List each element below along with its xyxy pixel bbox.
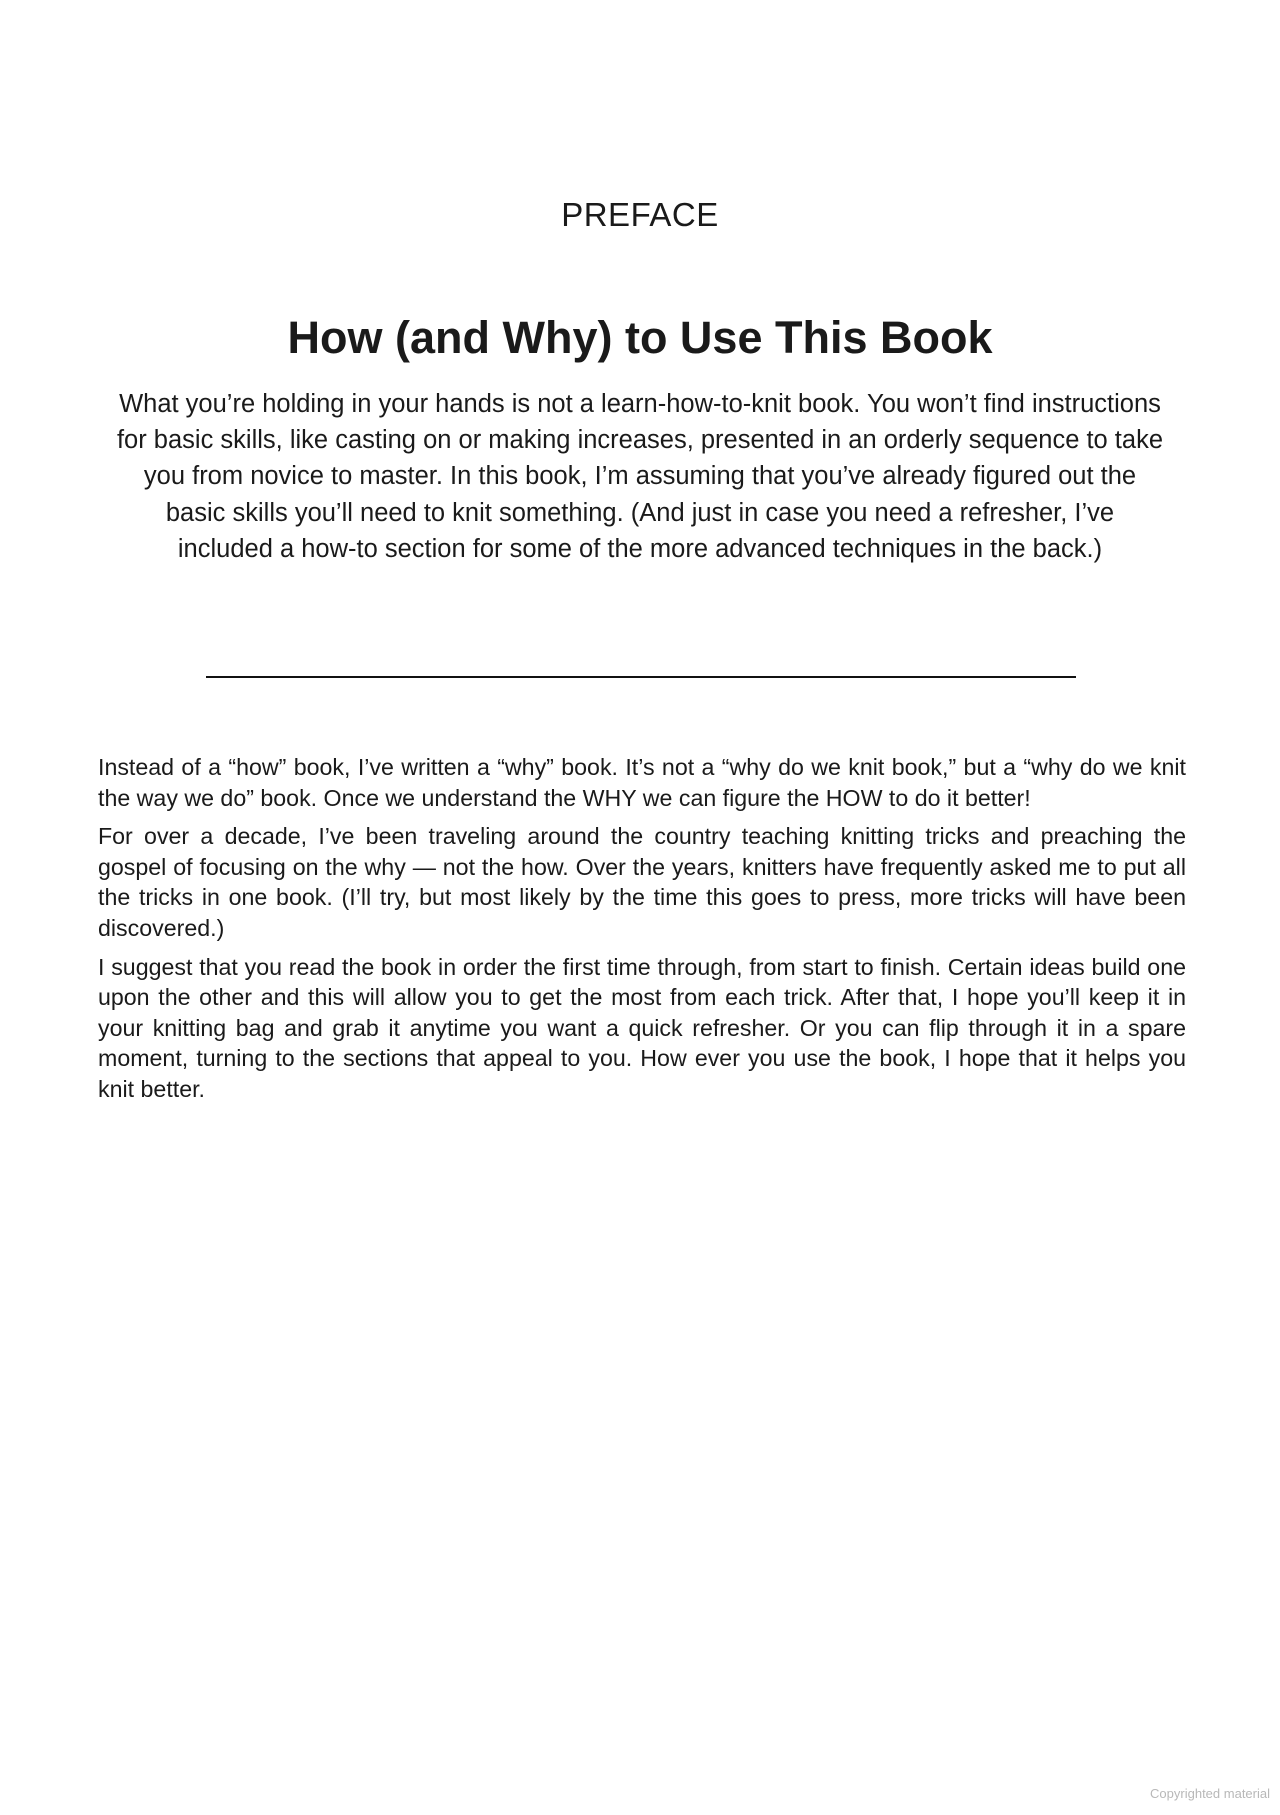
section-divider [206, 676, 1076, 678]
page-title: How (and Why) to Use This Book [287, 312, 993, 363]
body-paragraph-3: I suggest that you read the book in order the first time through, from start to finish. Certain ideas build one upon the other and this will allow you to get the most from each trick. After that, I hope you’ll keep it in your knitting bag and grab it anytime you want a quick refresher. Or you can flip through it in a spare moment, turning to the sections that appeal to you. How ever you use the book, I hope that it helps you knit better. [98, 953, 1186, 1102]
preface-label: PREFACE [561, 196, 719, 233]
copyright-watermark: Copyrighted material [1150, 1786, 1270, 1801]
intro-paragraph: What you’re holding in your hands is not a learn-how-to-knit book. You won’t find instructions for basic skills, like casting on or making increases, presented in an orderly sequence to take you from novice to master. In this book, I’m assuming that you’ve already figured out the basic skills you’ll need to knit something. (And just in case you need a refresher, I’ve included a how-to section for some of the more advanced techniques in the back.) [116, 390, 1164, 563]
body-paragraph-2: For over a decade, I’ve been traveling around the country teaching knitting tricks and preaching the gospel of focusing on the why — not the how. Over the years, knitters have frequently asked me to put all the tricks in one book. (I’ll try, but most likely by the time this goes to press, more tricks will have been discovered.) [98, 823, 1186, 941]
body-text [98, 752, 1186, 1113]
body-paragraph-1: Instead of a “how” book, I’ve written a “why” book. It’s not a “why do we knit book,” but a “why do we knit the way we do” book. Once we understand the WHY we can figure the HOW to do it better! [98, 754, 1186, 811]
